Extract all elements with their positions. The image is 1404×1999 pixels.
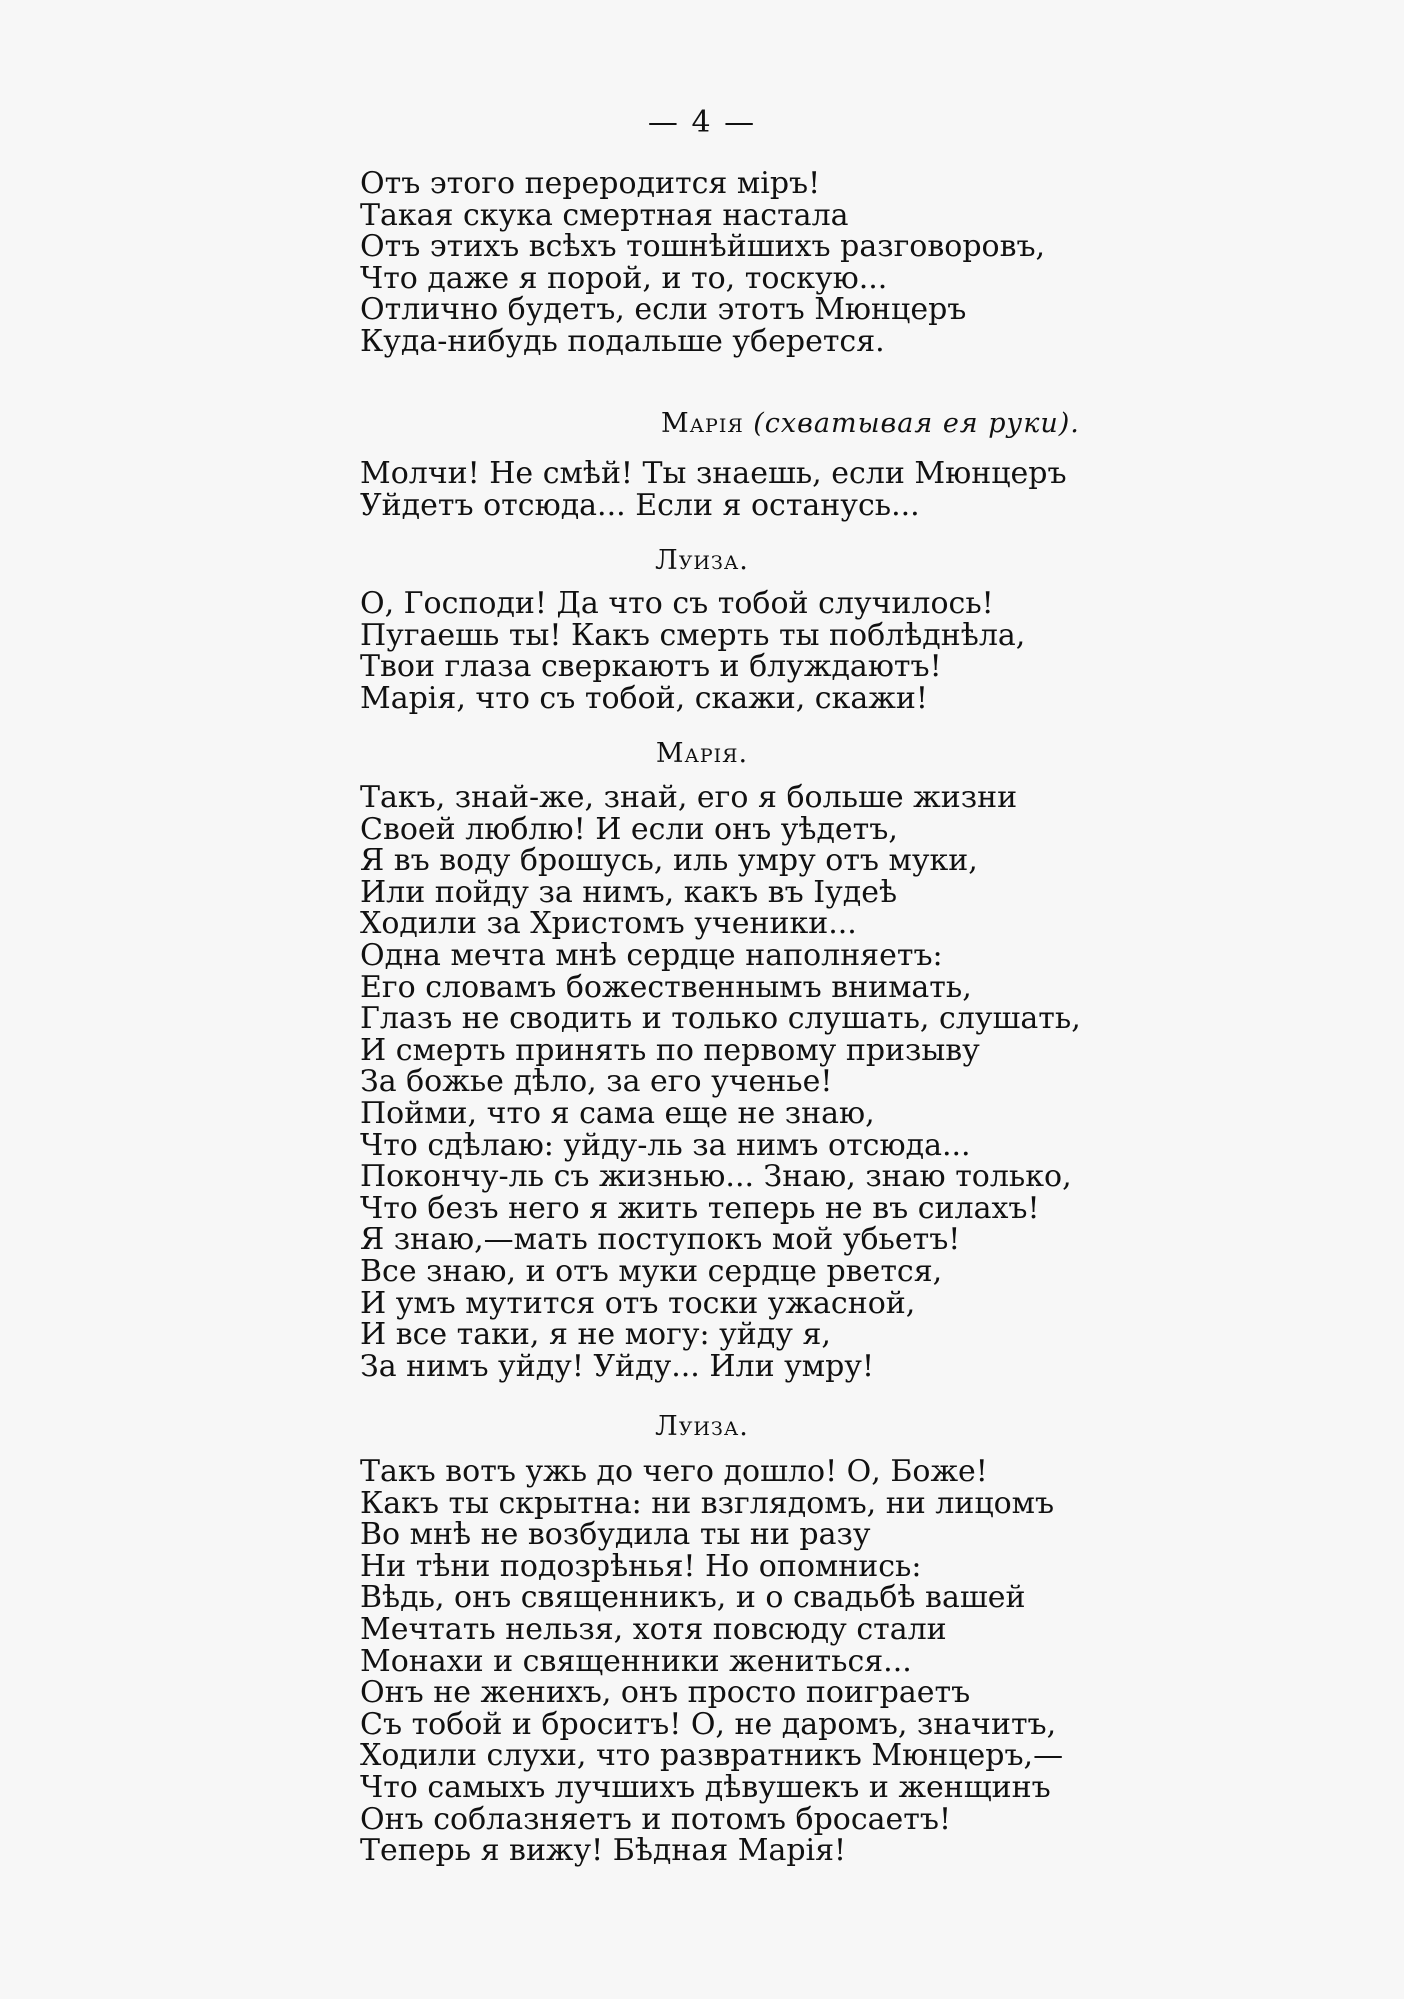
- verse-line: Мечтать нельзя, хотя повсюду стали: [360, 1611, 947, 1647]
- verse-line: И смерть принять по первому призыву: [360, 1032, 980, 1068]
- verse-line: Твои глаза сверкаютъ и блуждаютъ!: [360, 649, 942, 685]
- verse-line: Что безъ него я жить теперь не въ силахъ!: [360, 1190, 1040, 1226]
- speech-block: [360, 782, 1100, 1382]
- verse-line: Пугаешь ты! Какъ смерть ты поблѣднѣла,: [360, 617, 1026, 653]
- verse-line: Онъ не женихъ, онъ просто поиграетъ: [360, 1675, 971, 1711]
- verse-line: Глазъ не сводить и только слушать, слушать,: [360, 1001, 1081, 1037]
- verse-line: Ходили слухи, что развратникъ Мюнцеръ,—: [360, 1738, 1064, 1774]
- verse-line: Марія, что съ тобой, скажи, скажи!: [360, 680, 928, 716]
- verse-line: И умъ мутится отъ тоски ужасной,: [360, 1285, 916, 1321]
- verse-line: Его словамъ божественнымъ внимать,: [360, 969, 972, 1005]
- verse-line: Съ тобой и броситъ! О, не даромъ, значитъ,: [360, 1706, 1057, 1742]
- speaker-heading: Луиза.: [655, 1411, 749, 1442]
- verse-line: И все таки, я не могу: уйду я,: [360, 1317, 831, 1353]
- verse-line: За нимъ уйду! Уйду... Или умру!: [360, 1348, 875, 1384]
- speaker-heading: [661, 408, 1121, 439]
- verse-line: Что сдѣлаю: уйду-ль за нимъ отсюда...: [360, 1127, 971, 1163]
- verse-line: Вѣдь, онъ священникъ, и о свадьбѣ вашей: [360, 1580, 1026, 1616]
- verse-line: Онъ соблазняетъ и потомъ бросаетъ!: [360, 1801, 952, 1837]
- verse-line: Своей люблю! И если онъ уѣдетъ,: [360, 811, 898, 847]
- verse-line: Все знаю, и отъ муки сердце рвется,: [360, 1253, 943, 1289]
- verse-line: Какъ ты скрытна: ни взглядомъ, ни лицомъ: [360, 1485, 1055, 1521]
- speech-block: [360, 458, 1100, 521]
- verse-line: Теперь я вижу! Бѣдная Марія!: [360, 1833, 847, 1869]
- verse-line: Куда-нибудь подальше уберется.: [360, 323, 885, 359]
- verse-line: Такъ вотъ ужь до чего дошло! О, Боже!: [360, 1454, 988, 1489]
- stage-direction: (схватывая ея руки).: [753, 408, 1080, 439]
- verse-line: Пойми, что я сама еще не знаю,: [360, 1095, 875, 1131]
- verse-line: Что даже я порой, и то, тоскую...: [360, 260, 888, 296]
- verse-line: Я знаю,—мать поступокъ мой убьетъ!: [360, 1222, 961, 1258]
- verse-line: Во мнѣ не возбудила ты ни разу: [360, 1517, 871, 1553]
- verse-line: Отъ этихъ всѣхъ тошнѣйшихъ разговоровъ,: [360, 229, 1046, 265]
- verse-line: Что самыхъ лучшихъ дѣвушекъ и женщинъ: [360, 1769, 1051, 1805]
- verse-line: Такъ, знай-же, знай, его я больше жизни: [360, 780, 1018, 815]
- opening-stanza: [360, 168, 1100, 358]
- speech-block: [360, 1456, 1100, 1867]
- speaker-heading: Марія.: [655, 738, 749, 769]
- verse-line: За божье дѣло, за его ученье!: [360, 1064, 833, 1100]
- speaker-name: Марія: [661, 408, 744, 439]
- verse-line: Одна мечта мнѣ сердце наполняетъ:: [360, 937, 943, 973]
- verse-line: Или пойду за нимъ, какъ въ Іудеѣ: [360, 874, 898, 910]
- verse-line: Монахи и священники жениться...: [360, 1643, 912, 1679]
- verse-line: Отлично будетъ, если этотъ Мюнцеръ: [360, 292, 967, 328]
- verse-line: Отъ этого переродится міръ!: [360, 166, 821, 201]
- verse-line: Молчи! Не смѣй! Ты знаешь, если Мюнцеръ: [360, 456, 1067, 491]
- speech-block: [360, 588, 1100, 714]
- page-number: — 4 —: [647, 105, 757, 140]
- verse-line: Покончу-ль съ жизнью... Знаю, знаю только,: [360, 1159, 1072, 1195]
- verse-line: Ни тѣни подозрѣнья! Но опомнись:: [360, 1548, 922, 1584]
- speaker-heading: Луиза.: [655, 545, 749, 576]
- verse-line: Такая скука смертная настала: [360, 197, 849, 233]
- verse-line: Я въ воду брошусь, иль умру отъ муки,: [360, 843, 978, 879]
- verse-line: Уйдетъ отсюда... Если я останусь...: [360, 487, 920, 523]
- verse-line: Ходили за Христомъ ученики...: [360, 906, 857, 942]
- verse-line: О, Господи! Да что съ тобой случилось!: [360, 586, 994, 621]
